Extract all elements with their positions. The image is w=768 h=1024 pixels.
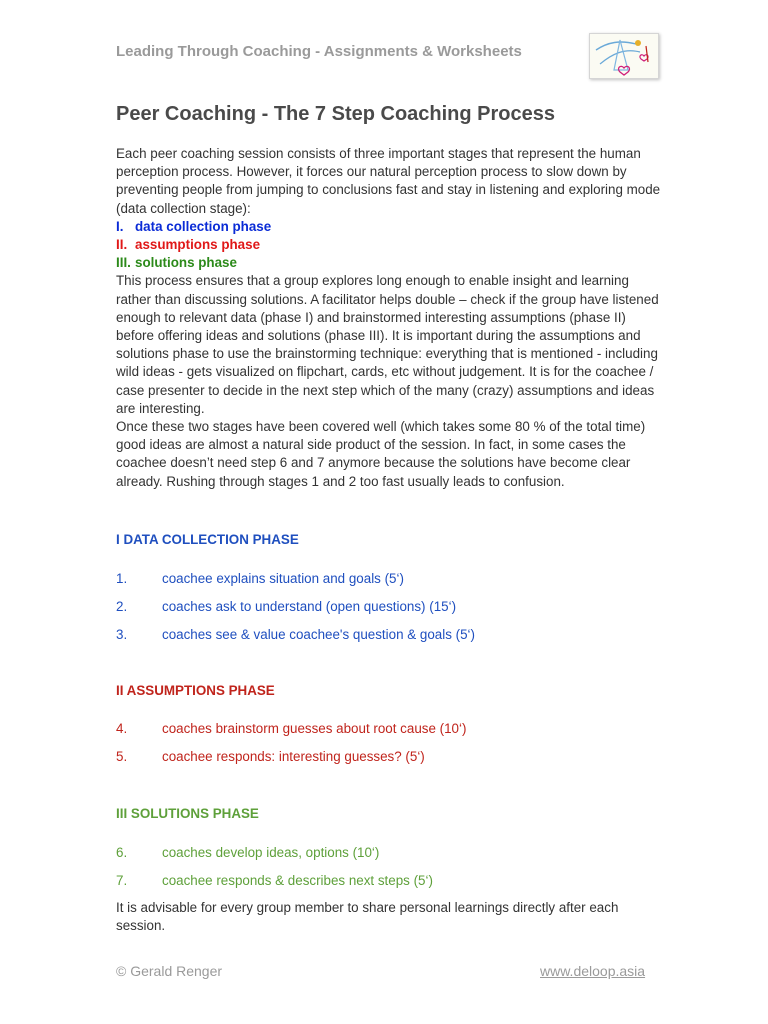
phase-label: assumptions phase bbox=[135, 237, 261, 253]
process-paragraph: This process ensures that a group explores long enough to enable insight and learning rather than discussing solutions. A facilitator helps double – check if the group have listened enough to relevant data (phase I) and brainstormed interesting assumptions (phase II) before offering ideas and solutions (phase III). It is important during the assumptions and solutions phase to use the brainstorming technique: everything that is mentioned - including wild ideas - gets visualized on flipchart, cards, etc without judgement. It is for the coachee / case presenter to decide in the next step which of the many (crazy) assumptions and ideas are interesting. bbox=[116, 273, 659, 416]
step-text: coachee responds & describes next steps (5‘) bbox=[162, 873, 433, 888]
step-number: 2. bbox=[116, 599, 128, 614]
phase-item-data-collection bbox=[116, 218, 664, 236]
phase-item-assumptions bbox=[116, 236, 664, 254]
section-heading-assumptions: II ASSUMPTIONS PHASE bbox=[116, 683, 275, 698]
step-text: coaches see & value coachee's question & goals (5‘) bbox=[162, 627, 475, 642]
step-item bbox=[116, 627, 475, 642]
step-item bbox=[116, 721, 466, 736]
phase-number: I. bbox=[116, 218, 124, 234]
step-item bbox=[116, 845, 379, 860]
step-text: coaches brainstorm guesses about root cause (10‘) bbox=[162, 721, 467, 736]
step-text: coaches ask to understand (open questions) (15‘) bbox=[162, 599, 457, 614]
step-text: coachee explains situation and goals (5‘) bbox=[162, 571, 404, 586]
phase-number: II. bbox=[116, 237, 128, 253]
document-body bbox=[116, 145, 664, 491]
step-number: 3. bbox=[116, 627, 128, 642]
step-number: 5. bbox=[116, 749, 128, 764]
step-text: coaches develop ideas, options (10‘) bbox=[162, 845, 380, 860]
closing-paragraph: It is advisable for every group member to share personal learnings directly after each session. bbox=[116, 900, 619, 934]
phase-number: III. bbox=[116, 255, 131, 271]
section-heading-solutions: III SOLUTIONS PHASE bbox=[116, 806, 259, 821]
logo-sketch-icon bbox=[589, 33, 659, 79]
step-number: 7. bbox=[116, 873, 128, 888]
phase-item-solutions bbox=[116, 254, 664, 272]
step-item bbox=[116, 571, 404, 586]
step-number: 6. bbox=[116, 845, 128, 860]
step-item bbox=[116, 873, 433, 888]
section-heading-data-collection: I DATA COLLECTION PHASE bbox=[116, 532, 299, 547]
step-item bbox=[116, 599, 456, 614]
intro-paragraph: Each peer coaching session consists of three important stages that represent the human perception process. However, it forces our natural perception process to slow down by preventing people from jumping to conclusions fast and stay in listening and exploring mode (data collection stage): bbox=[116, 146, 661, 216]
outcome-paragraph: Once these two stages have been covered well (which takes some 80 % of the total time) good ideas are almost a natural side product of the session. In fact, in some cases the coachee doesn’t need step 6 and 7 anymore because the solutions have become clear already. Rushing through stages 1 and 2 too fast usually leads to confusion. bbox=[116, 419, 646, 489]
footer-copyright: © Gerald Renger bbox=[116, 963, 223, 979]
step-number: 4. bbox=[116, 721, 128, 736]
phase-label: solutions phase bbox=[135, 255, 237, 271]
step-number: 1. bbox=[116, 571, 128, 586]
page-title: Peer Coaching - The 7 Step Coaching Process bbox=[116, 103, 556, 125]
step-item bbox=[116, 749, 425, 764]
step-text: coachee responds: interesting guesses? (5‘) bbox=[162, 749, 425, 764]
document-header: Leading Through Coaching - Assignments & Worksheets bbox=[116, 43, 522, 60]
phase-label: data collection phase bbox=[135, 218, 272, 234]
footer-link[interactable]: www.deloop.asia bbox=[540, 963, 646, 979]
